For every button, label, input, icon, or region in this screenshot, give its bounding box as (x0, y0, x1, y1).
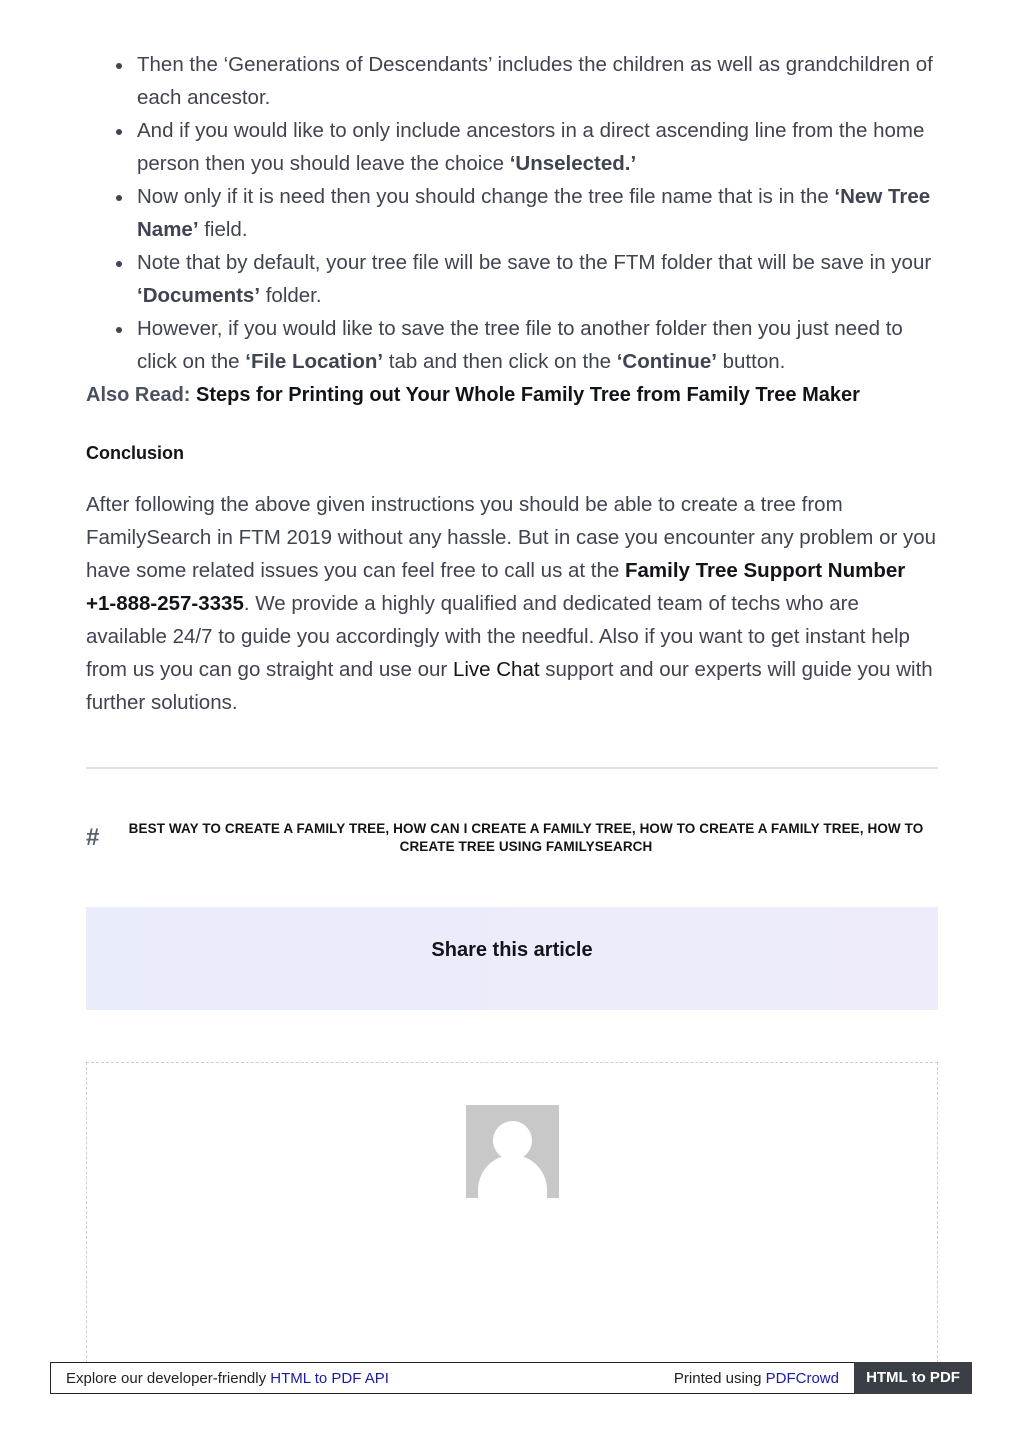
step-text: Then the ‘Generations of Descendants’ includes the children as well as grandchildren of each ancestor. (137, 53, 933, 109)
step-text: Note that by default, your tree file will be save to the FTM folder that will be save in your (137, 251, 932, 274)
step-text: folder. (260, 284, 322, 307)
share-title: Share this article (431, 939, 593, 961)
step-text: tab and then click on the (383, 350, 617, 373)
bullet-icon (116, 63, 122, 69)
steps-list (86, 48, 938, 378)
pdf-bar-right-text: Printed using (673, 1370, 766, 1387)
share-box (86, 907, 938, 1010)
step-emphasis: ‘Continue’ (616, 350, 717, 373)
also-read-label: Also Read: (86, 384, 191, 406)
hash-icon: # (86, 824, 100, 851)
step-item (86, 114, 938, 180)
step-item (86, 48, 938, 114)
tag-link[interactable]: HOW CAN I CREATE A FAMILY TREE (393, 821, 632, 836)
step-item (86, 246, 938, 312)
divider (86, 767, 938, 769)
step-text: Now only if it is need then you should change the tree file name that is in the (137, 185, 835, 208)
tag-link[interactable]: HOW TO CREATE TREE USING FAMILYSEARCH (399, 821, 924, 854)
bullet-icon (116, 129, 122, 135)
step-text: button. (716, 350, 786, 373)
html-to-pdf-button[interactable]: HTML to PDF (854, 1362, 972, 1394)
live-chat-link[interactable]: Live Chat (452, 658, 540, 681)
step-text: However, if you would like to save the tree file to another folder then you just need to click on the (137, 317, 903, 373)
conclusion-paragraph (86, 488, 938, 719)
default-avatar-icon (466, 1105, 559, 1198)
pdfcrowd-link[interactable]: PDFCrowd (765, 1370, 839, 1387)
tag-link[interactable]: BEST WAY TO CREATE A FAMILY TREE (128, 821, 386, 836)
bullet-icon (116, 261, 122, 267)
also-read (86, 379, 860, 412)
conclusion-text-2: . We provide a highly qualified and dedicated team of techs who are available 24/7 to guide you accordingly with the needful. Also if you want to get instant help from us you can go straight and use our (86, 592, 910, 681)
conclusion-text-1: After following the above given instructions you should be able to create a tree from FamilySearch in FTM 2019 without any hassle. But in case you encounter any problem or you have some related issues you can feel free to call us at the (86, 493, 937, 582)
author-box (86, 1062, 938, 1383)
tag-link[interactable]: HOW TO CREATE A FAMILY TREE (639, 821, 860, 836)
support-number: Family Tree Support Number +1-888-257-3335 (86, 559, 906, 615)
step-text: field. (198, 218, 248, 241)
step-text: And if you would like to only include ancestors in a direct ascending line from the home person then you should leave the choice (137, 119, 925, 175)
tags-section (86, 820, 938, 856)
step-emphasis: ‘New Tree Name’ (137, 185, 931, 241)
pdfcrowd-bar (50, 1362, 972, 1394)
bullet-icon (116, 195, 122, 201)
conclusion-heading: Conclusion (86, 443, 184, 463)
step-item (86, 180, 938, 246)
conclusion-text-3: support and our experts will guide you with further solutions. (86, 658, 933, 714)
step-emphasis: ‘File Location’ (245, 350, 384, 373)
pdf-bar-left (66, 1370, 389, 1387)
step-item (86, 312, 938, 378)
pdf-bar-left-text: Explore our developer-friendly (66, 1370, 271, 1387)
step-emphasis: ‘Documents’ (137, 284, 261, 307)
avatar-shoulders (478, 1155, 547, 1198)
pdf-bar-right (674, 1370, 839, 1387)
tag-list: BEST WAY TO CREATE A FAMILY TREE, HOW CAN I CREATE A FAMILY TREE, HOW TO CREATE A FAMILY TREE, HOW TO CREATE TREE USING FAMILYSEARCH (128, 821, 924, 854)
bullet-icon (116, 327, 122, 333)
html-to-pdf-api-link[interactable]: HTML to PDF API (270, 1370, 389, 1387)
also-read-link[interactable]: Steps for Printing out Your Whole Family Tree from Family Tree Maker (196, 384, 860, 406)
step-emphasis: ‘Unselected.’ (509, 152, 637, 175)
